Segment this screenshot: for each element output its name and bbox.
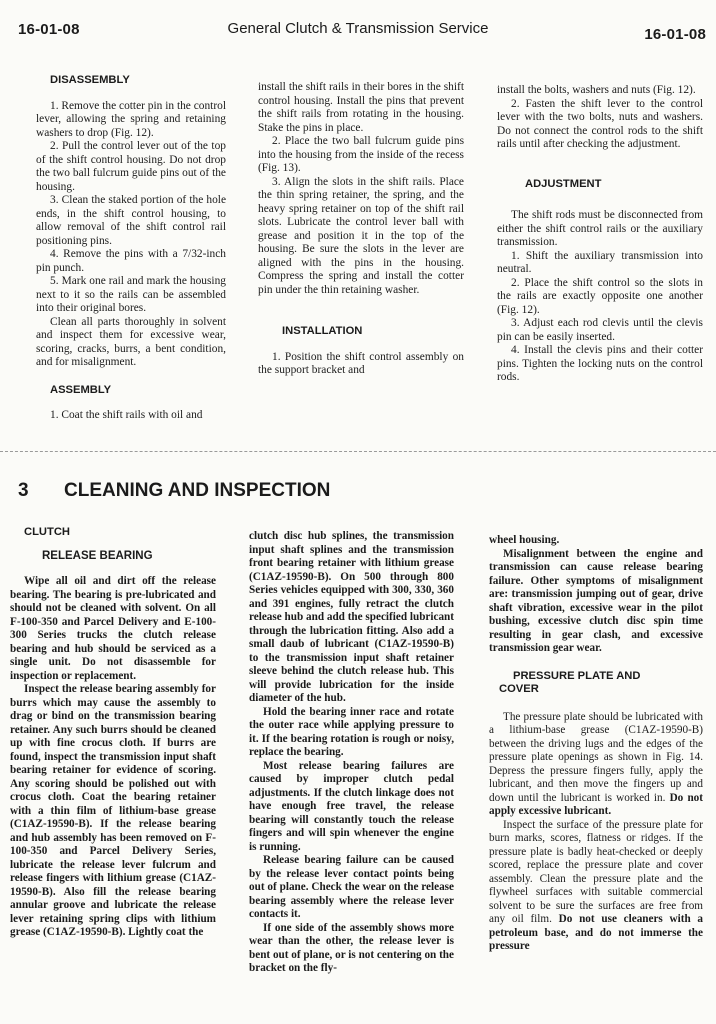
release-bearing-continued: wheel housing. — [489, 534, 560, 546]
installation-step: 2. Fasten the shift lever to the control lever with the two bolts, nuts and washers. Do not connect the control rods to the shift rails until after checking the adjustment. — [497, 97, 703, 150]
clutch-heading: CLUTCH — [24, 526, 70, 538]
top-column-3 — [497, 84, 703, 385]
release-bearing-paragraph: Most release bearing failures are caused by improper clutch pedal adjustments. If the clutch linkage does not have enough free travel, the release bearing will constantly touch the release fingers and will spin whenever the engine is running. — [249, 759, 454, 853]
top-column-1 — [36, 74, 226, 423]
pressure-plate-text: Inspect the surface of the pressure plate for burn marks, scores, flatness or ridges. If the pressure plate is badly heat-checked or deeply scored, replace the pressure plate and cover assembly. Clean the pressure plate and the flywheel surfaces with suitable commercial solvent to be sure the surfaces are free from any oil film. — [489, 818, 703, 925]
assembly-heading: ASSEMBLY — [50, 383, 112, 396]
pressure-plate-warning: Do not use cleaners with a petroleum base, and do not immerse the pressure — [489, 913, 704, 952]
assembly-continued: install the shift rails in their bores in the shift control housing. Install the pins that prevent the shift rails from rotating in the housing. Stake the pins in place. — [258, 81, 464, 134]
assembly-step: 2. Place the two ball fulcrum guide pins into the housing from the inside of the recess (Fig. 13). — [258, 135, 464, 174]
adjustment-step: 4. Install the clevis pins and their cotter pins. Tighten the locking nuts on the control rods. — [497, 344, 703, 383]
assembly-step: 3. Align the slots in the shift rails. Place the thin spring retainer, the spring, and the heavy spring retainer on top of the shift rail slots. Lubricate the control lever ball with grease and position it in the top of the housing. Be sure the slots in the lever are aligned with the pins in the housing. Compress the spring and install the cotter pin under the thin retaining washer. — [258, 175, 464, 296]
page-number-right: 16-01-08 — [644, 26, 706, 43]
misalignment-paragraph: Misalignment between the engine and transmission can cause release bearing failure. Other symptoms of misalignment are: transmission jumping out of gear, drive shaft vibration, excessive wear in the pilot bushing, excessive clutch disc spin time resulting in gear clash, and excessive transmission gear wear. — [489, 547, 703, 654]
disassembly-step: Clean all parts thoroughly in solvent and inspect them for excessive wear, scoring, cracks, burrs, a bent condition, and for misalignment. — [36, 315, 226, 368]
release-bearing-paragraph: Inspect the release bearing assembly for burrs which may cause the assembly to drag or bind on the transmission bearing retainer. Any such burrs should be cleaned up with fine crocus cloth. If burrs are found, inspect the transmission input shaft bearing retainer for evidence of scoring. Any scoring should be polished out with crocus cloth. Coat the bearing retainer with a thin film of lithium-base grease (C1AZ-19590-B). If the release bearing and hub assembly has been removed on F-100-350 and Parcel Delivery Series, lubricate the release lever fulcrum and release fingers with lithium grease (C1AZ-19590-B). Also fill the release bearing annular groove and lubricate the release lever retaining spring clips with lithium grease (C1AZ-19590-B). Lightly coat the — [10, 683, 216, 938]
pressure-plate-warning: Do not apply excessive lubricant. — [489, 791, 703, 817]
pressure-plate-heading: PRESSURE PLATE AND COVER — [499, 669, 641, 695]
disassembly-step: 5. Mark one rail and mark the housing next to it so the rails can be assembled into their original bores. — [36, 275, 226, 314]
bottom-column-2 — [249, 530, 454, 976]
release-bearing-paragraph: Release bearing failure can be caused by the release lever contact points being out of plane. Check the wear on the release bearing assembly where the release lever contacts it. — [249, 854, 454, 920]
bottom-column-3 — [489, 534, 703, 954]
adjustment-step: 3. Adjust each rod clevis until the clevis pin can be easily inserted. — [497, 317, 703, 343]
section-number: 3 — [18, 480, 29, 501]
release-bearing-paragraph: Wipe all oil and dirt off the release bearing. The bearing is pre-lubricated and should not be cleaned with solvent. On all F-100-350 and Parcel Delivery and E-100-300 Series trucks the clutch release bearing and hub should be serviced as a single unit. Do not disassemble for inspection or replacement. — [10, 575, 216, 682]
running-header-title: General Clutch & Transmission Service — [227, 20, 489, 37]
bottom-column-1 — [10, 526, 216, 940]
section-divider — [0, 451, 716, 452]
pressure-plate-text: The pressure plate should be lubricated with a lithium-base grease (C1AZ-19590-B) between the driving lugs and the edges of the pressure plate openings as shown in Fig. 14. Depress the pressure fingers fully, apply the lubricant, and then move the fingers up and down until the lubricant is worked in. — [489, 710, 703, 804]
installation-step: 1. Position the shift control assembly on the support bracket and — [258, 350, 464, 376]
pressure-plate-paragraph — [489, 819, 703, 954]
pressure-plate-paragraph — [489, 711, 703, 819]
disassembly-step: 4. Remove the pins with a 7/32-inch pin punch. — [36, 248, 226, 274]
disassembly-step: 2. Pull the control lever out of the top of the shift control housing. Do not drop the two ball fulcrum guide pins out of the housing. — [36, 140, 226, 193]
installation-heading: INSTALLATION — [282, 325, 363, 337]
assembly-step: 1. Coat the shift rails with oil and — [50, 409, 203, 421]
disassembly-heading: DISASSEMBLY — [50, 74, 130, 86]
release-bearing-heading: RELEASE BEARING — [42, 549, 153, 562]
release-bearing-continued: clutch disc hub splines, the transmission input shaft splines and the transmission front bearing retainer with lithium grease (C1AZ-19590-B). On 500 through 800 Series vehicles equipped with 300, 330, 360 and 391 engines, fully retract the clutch release hub and add the specified lubricant through the lubrication fitting. Also add a small daub of lubricant (C1AZ-19590-B) to the transmission input shaft retainer sleeve behind the clutch release hub. This will provide lubrication for the inside diameter of the hub. — [249, 530, 454, 704]
page-number-left: 16-01-08 — [18, 21, 80, 38]
adjustment-step: 2. Place the shift control so the slots in the rails are exactly opposite one another (Fig. 12). — [497, 276, 703, 316]
top-column-2 — [258, 81, 464, 378]
adjustment-paragraph: The shift rods must be disconnected from either the shift control rails or the auxiliary transmission. — [497, 209, 703, 248]
release-bearing-paragraph: Hold the bearing inner race and rotate the outer race while applying pressure to it. If the bearing rotation is rough or noisy, replace the bearing. — [249, 705, 454, 758]
adjustment-heading: ADJUSTMENT — [525, 177, 602, 190]
adjustment-step: 1. Shift the auxiliary transmission into neutral. — [497, 249, 703, 275]
installation-continued: install the bolts, washers and nuts (Fig. 12). — [497, 84, 696, 96]
disassembly-step: 1. Remove the cotter pin in the control lever, allowing the spring and retaining washers to drop (Fig. 12). — [36, 99, 226, 139]
disassembly-step: 3. Clean the staked portion of the hole ends, in the shift control housing, to allow removal of the shift control rail positioning pins. — [36, 194, 226, 247]
section-title: CLEANING AND INSPECTION — [64, 480, 331, 501]
release-bearing-paragraph: If one side of the assembly shows more wear than the other, the release lever is bent out of plane, or is not centering on the bracket on the fly- — [249, 921, 454, 974]
